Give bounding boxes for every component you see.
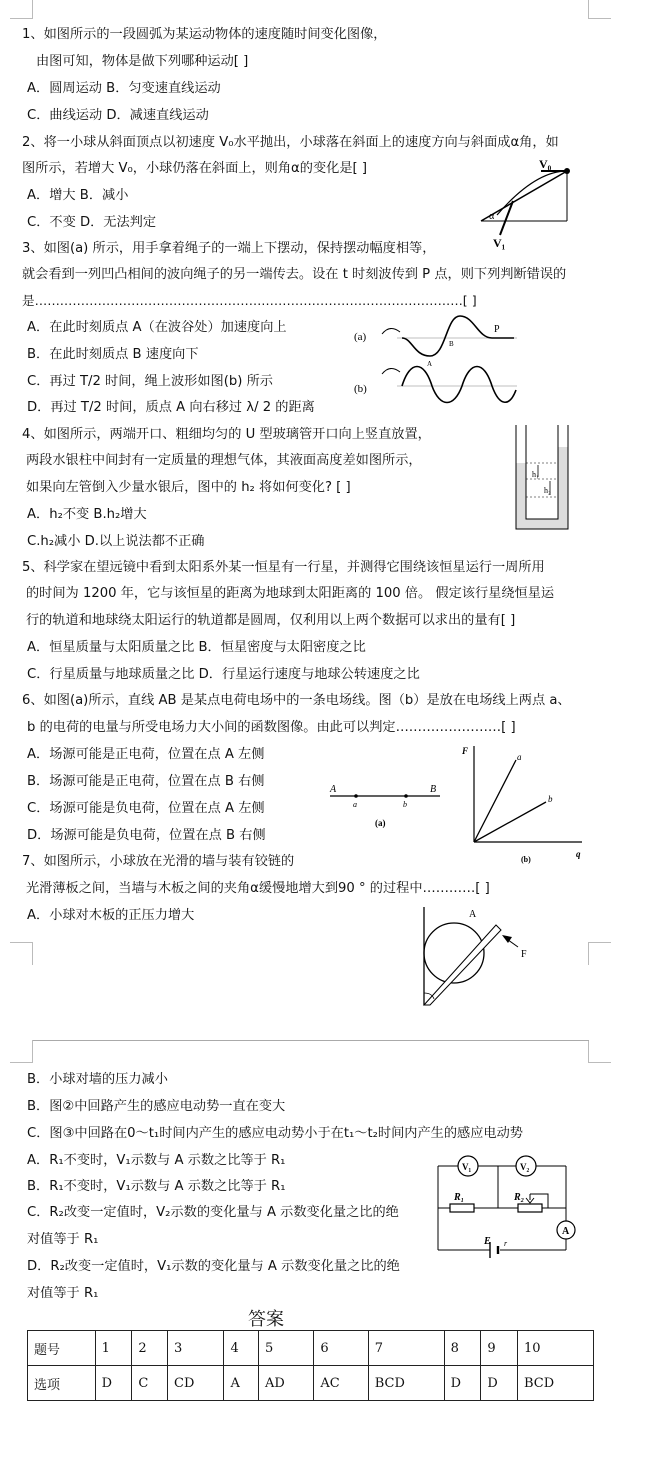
table-cell: 8 bbox=[444, 1331, 481, 1366]
q3-fig-b-label: (b) bbox=[354, 383, 367, 395]
table-cell: A bbox=[224, 1366, 259, 1401]
q1-stem: 1、如图所示的一段圆弧为某运动物体的速度随时间变化图像， bbox=[22, 27, 387, 42]
circuit-r-label: r bbox=[504, 1239, 508, 1248]
table-cell: 3 bbox=[168, 1331, 224, 1366]
table-cell: 9 bbox=[481, 1331, 518, 1366]
q3-point-p: P bbox=[494, 324, 500, 335]
q3-point-a: A bbox=[427, 360, 433, 368]
q6-point-a: a bbox=[353, 800, 357, 809]
q4-utube-figure bbox=[510, 425, 575, 535]
p2-circuit-a: A．R₁不变时，V₁示数与 A 示数之比等于 R₁ bbox=[27, 1153, 286, 1168]
q3-stem: 3、如图(a) 所示，用手拿着绳子的一端上下摆动，保持摆动幅度相等， bbox=[22, 241, 436, 256]
table-cell: AD bbox=[259, 1366, 314, 1401]
table-cell: 7 bbox=[368, 1331, 444, 1366]
q4-stem: 4、如图所示，两端开口、粗细均匀的 U 型玻璃管开口向上竖直放置， bbox=[22, 427, 431, 442]
q6-point-b: b bbox=[403, 800, 407, 809]
p2-option-b: B．小球对墙的压力减小 bbox=[27, 1072, 168, 1087]
q6-point-A: A bbox=[330, 784, 337, 795]
p2-circuit-c: C．R₂改变一定值时，V₂示数的变化量与 A 示数变化量之比的绝 bbox=[27, 1205, 399, 1220]
table-cell: D bbox=[444, 1366, 481, 1401]
q6-option-a: A．场源可能是正电荷，位置在点 A 左侧 bbox=[27, 747, 265, 762]
q7-ball-figure bbox=[418, 905, 538, 1010]
q3-option-a: A．在此时刻质点 A（在波谷处）加速度向上 bbox=[27, 320, 287, 335]
table-cell: 10 bbox=[518, 1331, 594, 1366]
q3-option-b: B．在此时刻质点 B 速度向下 bbox=[27, 347, 199, 362]
q2-stem: 2、将一小球从斜面顶点以初速度 V₀水平抛出，小球落在斜面上的速度方向与斜面成α角，如 bbox=[22, 135, 559, 150]
table-cell: 5 bbox=[259, 1331, 314, 1366]
q4-h2-label: h₂ bbox=[544, 486, 551, 495]
table-cell: 1 bbox=[95, 1331, 132, 1366]
q6-caption-b: (b) bbox=[521, 855, 531, 864]
answer-title: 答案 bbox=[248, 1309, 284, 1330]
table-cell: 题号 bbox=[28, 1331, 96, 1366]
circuit-a-label: A bbox=[562, 1226, 570, 1237]
table-cell: BCD bbox=[518, 1366, 594, 1401]
answer-table bbox=[27, 1330, 594, 1401]
p2-option-b2: B．图②中回路产生的感应电动势一直在变大 bbox=[27, 1099, 286, 1114]
q6-graph-figure bbox=[458, 742, 588, 864]
q6-option-b: B．场源可能是正电荷，位置在点 B 右侧 bbox=[27, 774, 265, 789]
q5-option-c: C．行星质量与地球质量之比 D．行星运行速度与地球公转速度之比 bbox=[27, 667, 420, 682]
q4-stem-3: 如果向左管倒入少量水银后，图中的 h₂ 将如何变化? [ ] bbox=[26, 480, 351, 495]
q4-h1-label: h₁ bbox=[532, 470, 539, 479]
q6-caption-a: (a) bbox=[375, 818, 386, 828]
q6-axis-q: q bbox=[576, 849, 581, 859]
table-cell: 2 bbox=[132, 1331, 168, 1366]
q6-option-c: C．场源可能是负电荷，位置在点 A 左侧 bbox=[27, 801, 265, 816]
q5-stem-2: 的时间为 1200 年，它与该恒星的距离为地球到太阳距离的 100 倍。 假定该行星绕恒星运 bbox=[26, 586, 555, 601]
circuit-r2-label: R₂ bbox=[514, 1192, 525, 1203]
q7-option-a: A．小球对木板的正压力增大 bbox=[27, 908, 195, 923]
p2-circuit-d2: 对值等于 R₁ bbox=[27, 1286, 99, 1301]
q1-option-a: A．圆周运动 B．匀变速直线运动 bbox=[27, 81, 221, 96]
table-cell: AC bbox=[314, 1366, 368, 1401]
q7-stem: 7、如图所示，小球放在光滑的墙与装有铰链的 bbox=[22, 854, 295, 869]
table-cell: 选项 bbox=[28, 1366, 96, 1401]
table-cell: D bbox=[481, 1366, 518, 1401]
q1-option-c: C．曲线运动 D．减速直线运动 bbox=[27, 108, 209, 123]
q7-stem-2: 光滑薄板之间，当墙与木板之间的夹角α缓慢地增大到90 ° 的过程中…………[ ] bbox=[26, 881, 490, 896]
table-row bbox=[28, 1331, 594, 1366]
q2-incline-figure bbox=[475, 155, 575, 250]
corner-mark bbox=[588, 1040, 611, 1063]
circuit-figure bbox=[430, 1150, 580, 1262]
q1-stem-2: 由图可知，物体是做下列哪种运动[ ] bbox=[36, 54, 249, 69]
corner-mark bbox=[10, 0, 33, 19]
q6-line-b: b bbox=[548, 794, 553, 804]
q3-wave-figure bbox=[352, 310, 522, 410]
q3-option-c: C．再过 T/2 时间，绳上波形如图(b) 所示 bbox=[27, 374, 273, 389]
q5-option-a: A．恒星质量与太阳质量之比 B．恒星密度与太阳密度之比 bbox=[27, 640, 366, 655]
q6-option-d: D．场源可能是负电荷，位置在点 B 右侧 bbox=[27, 828, 266, 843]
q6-stem-2: b 的电荷的电量与所受电场力大小间的函数图像。由此可以判定……………………[ ] bbox=[27, 720, 516, 735]
circuit-e-label: E bbox=[484, 1236, 491, 1247]
table-cell: BCD bbox=[368, 1366, 444, 1401]
table-cell: D bbox=[95, 1366, 132, 1401]
corner-mark bbox=[588, 942, 611, 965]
q2-v1-label: V₁ bbox=[493, 236, 506, 250]
q4-stem-2: 两段水银柱中间封有一定质量的理想气体，其液面高度差如图所示， bbox=[26, 453, 422, 468]
q3-stem-3: 是…………………………………………………………………………………………[ ] bbox=[22, 293, 477, 308]
circuit-v2-label: V₂ bbox=[520, 1162, 530, 1172]
circuit-v1-label: V₁ bbox=[462, 1162, 472, 1172]
p2-circuit-c2: 对值等于 R₁ bbox=[27, 1232, 99, 1247]
corner-mark bbox=[10, 942, 33, 965]
q7-point-A: A bbox=[469, 909, 477, 920]
q2-v0-label: V₀ bbox=[539, 157, 552, 171]
q6-stem: 6、如图(a)所示，直线 AB 是某点电荷电场中的一条电场线。图（b）是放在电场线上两点 a、 bbox=[22, 693, 571, 708]
q2-option-c: C．不变 D．无法判定 bbox=[27, 215, 157, 230]
q4-option-a: A．h₂不变 B.h₂增大 bbox=[27, 507, 147, 522]
corner-mark bbox=[10, 1040, 33, 1063]
q6-point-B: B bbox=[430, 784, 437, 795]
q6-axis-F: F bbox=[462, 746, 469, 756]
q4-option-c: C.h₂减小 D.以上说法都不正确 bbox=[27, 534, 205, 549]
q7-force-F: F bbox=[521, 949, 527, 960]
table-cell: CD bbox=[168, 1366, 224, 1401]
p2-circuit-b: B．R₁不变时，V₁示数与 A 示数之比等于 R₁ bbox=[27, 1179, 286, 1194]
q6-line-a: a bbox=[517, 752, 522, 762]
table-cell: 6 bbox=[314, 1331, 368, 1366]
table-cell: C bbox=[132, 1366, 168, 1401]
q3-point-b: B bbox=[449, 340, 454, 348]
page-break-line bbox=[33, 1040, 589, 1041]
q6-fieldline-figure bbox=[328, 782, 448, 832]
p2-circuit-d: D．R₂改变一定值时，V₁示数的变化量与 A 示数变化量之比的绝 bbox=[27, 1259, 400, 1274]
table-row bbox=[28, 1366, 594, 1401]
p2-option-c: C．图③中回路在0～t₁时间内产生的感应电动势小于在t₁～t₂时间内产生的感应电动势 bbox=[27, 1126, 523, 1141]
q5-stem-3: 行的轨道和地球绕太阳运行的轨道都是圆周，仅利用以上两个数据可以求出的量有[ ] bbox=[26, 613, 516, 628]
q2-alpha-label: α bbox=[489, 211, 495, 222]
q3-stem-2: 就会看到一列凹凸相间的波向绳子的另一端传去。设在 t 时刻波传到 P 点，则下列判断错误的 bbox=[22, 267, 567, 282]
circuit-r1-label: R₁ bbox=[454, 1192, 465, 1203]
table-cell: 4 bbox=[224, 1331, 259, 1366]
q2-option-a: A．增大 B．减小 bbox=[27, 188, 129, 203]
corner-mark bbox=[588, 0, 611, 19]
q5-stem: 5、科学家在望远镜中看到太阳系外某一恒星有一行星，并测得它围绕该恒星运行一周所用 bbox=[22, 560, 545, 575]
q2-stem-2: 图所示，若增大 V₀，小球仍落在斜面上，则角α的变化是[ ] bbox=[22, 161, 367, 176]
q3-option-d: D．再过 T/2 时间，质点 A 向右移过 λ/ 2 的距离 bbox=[27, 400, 315, 415]
q3-fig-a-label: (a) bbox=[354, 331, 367, 343]
